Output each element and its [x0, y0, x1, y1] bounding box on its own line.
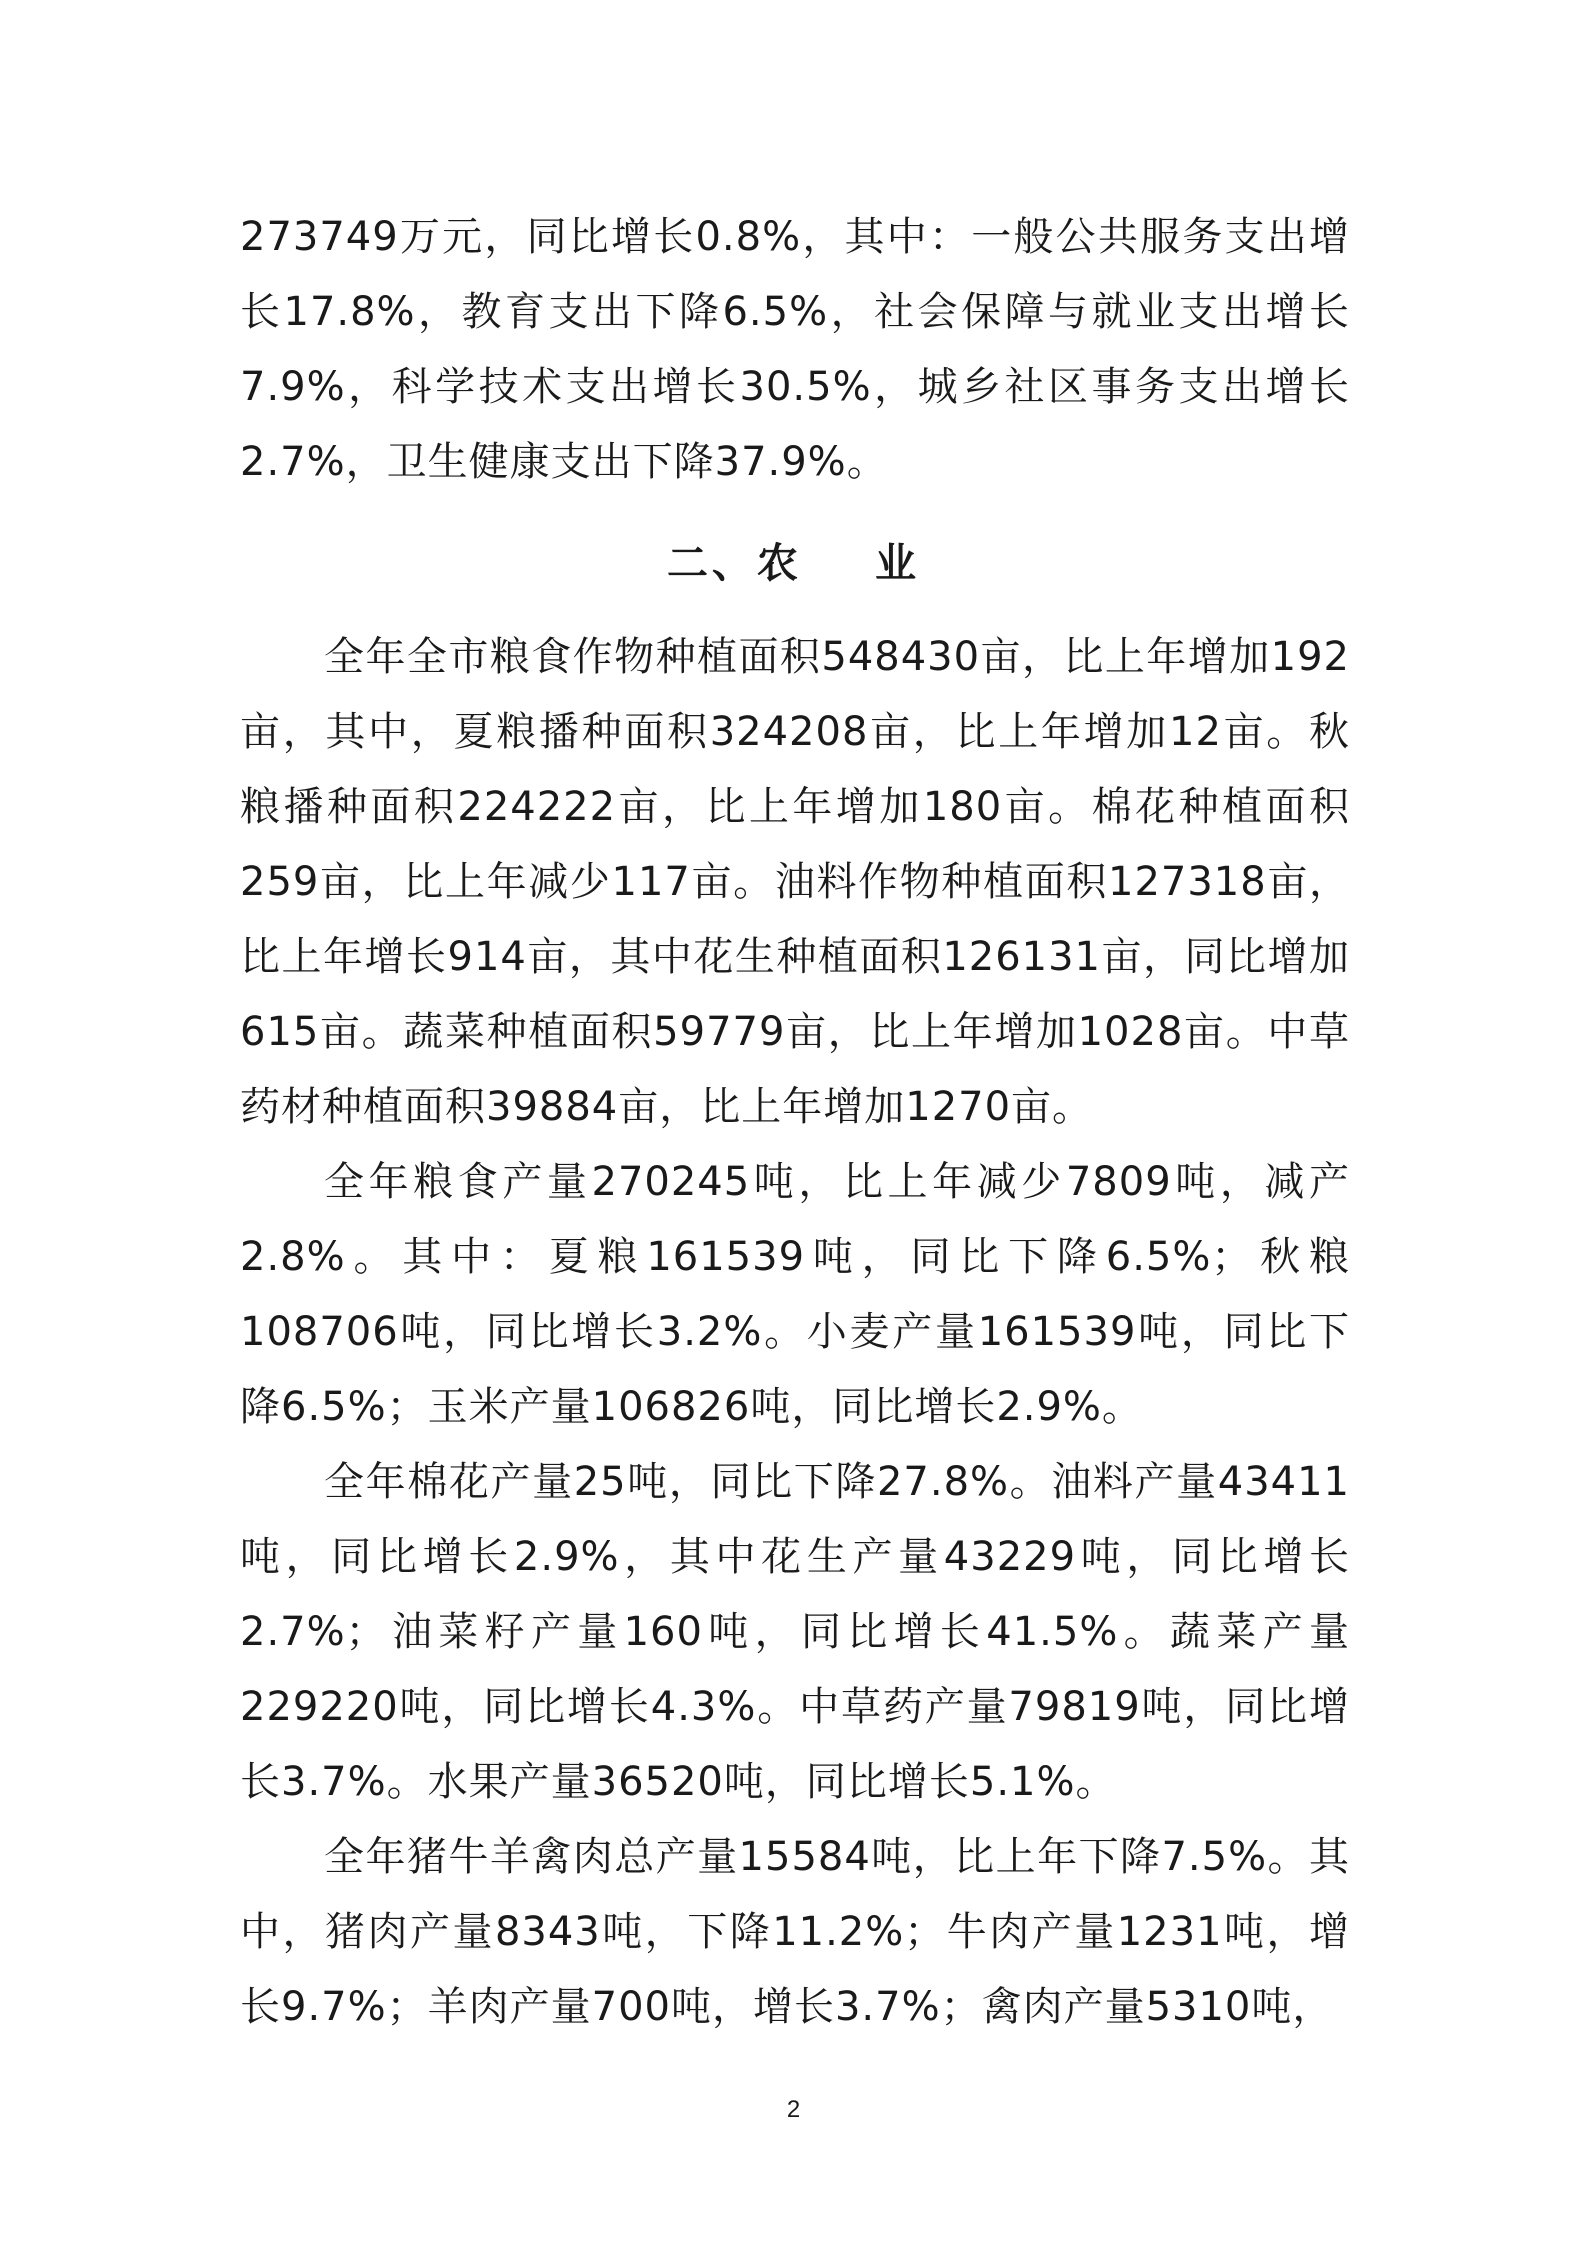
section-heading: 二、农 业	[666, 539, 921, 587]
paragraph-grain-output: 全年粮食产量270245吨，比上年减少7809吨，减产2.8%。其中：夏粮161539吨，同比下降6.5%；秋粮108706吨，同比增长3.2%。小麦产量161539吨，同比下降6.5%；玉米产量106826吨，同比增长2.9%。	[240, 1159, 1350, 1430]
paragraph-crop-output: 全年棉花产量25吨，同比下降27.8%。油料产量43411吨，同比增长2.9%，其中花生产量43229吨，同比增长2.7%；油菜籽产量160吨，同比增长41.5%。蔬菜产量229220吨，同比增长4.3%。中草药产量79819吨，同比增长3.7%。水果产量36520吨，同比增长5.1%。	[240, 1459, 1350, 1805]
paragraph-meat-output: 全年猪牛羊禽肉总产量15584吨，比上年下降7.5%。其中，猪肉产量8343吨，下降11.2%；牛肉产量1231吨，增长9.7%；羊肉产量700吨，增长3.7%；禽肉产量5310吨，	[240, 1834, 1350, 2030]
agriculture-section	[240, 620, 1350, 2045]
intro-section	[240, 200, 1350, 500]
intro-paragraph: 273749万元，同比增长0.8%，其中：一般公共服务支出增长17.8%，教育支出下降6.5%，社会保障与就业支出增长7.9%，科学技术支出增长30.5%，城乡社区事务支出增长2.7%，卫生健康支出下降37.9%。	[240, 214, 1350, 485]
paragraph-planting-area: 全年全市粮食作物种植面积548430亩，比上年增加192亩，其中，夏粮播种面积324208亩，比上年增加12亩。秋粮播种面积224222亩，比上年增加180亩。棉花种植面积259亩，比上年减少117亩。油料作物种植面积127318亩，比上年增长914亩，其中花生种植面积126131亩，同比增加615亩。蔬菜种植面积59779亩，比上年增加1028亩。中草药材种植面积39884亩，比上年增加1270亩。	[240, 634, 1350, 1130]
page-number: 2	[786, 2096, 801, 2123]
